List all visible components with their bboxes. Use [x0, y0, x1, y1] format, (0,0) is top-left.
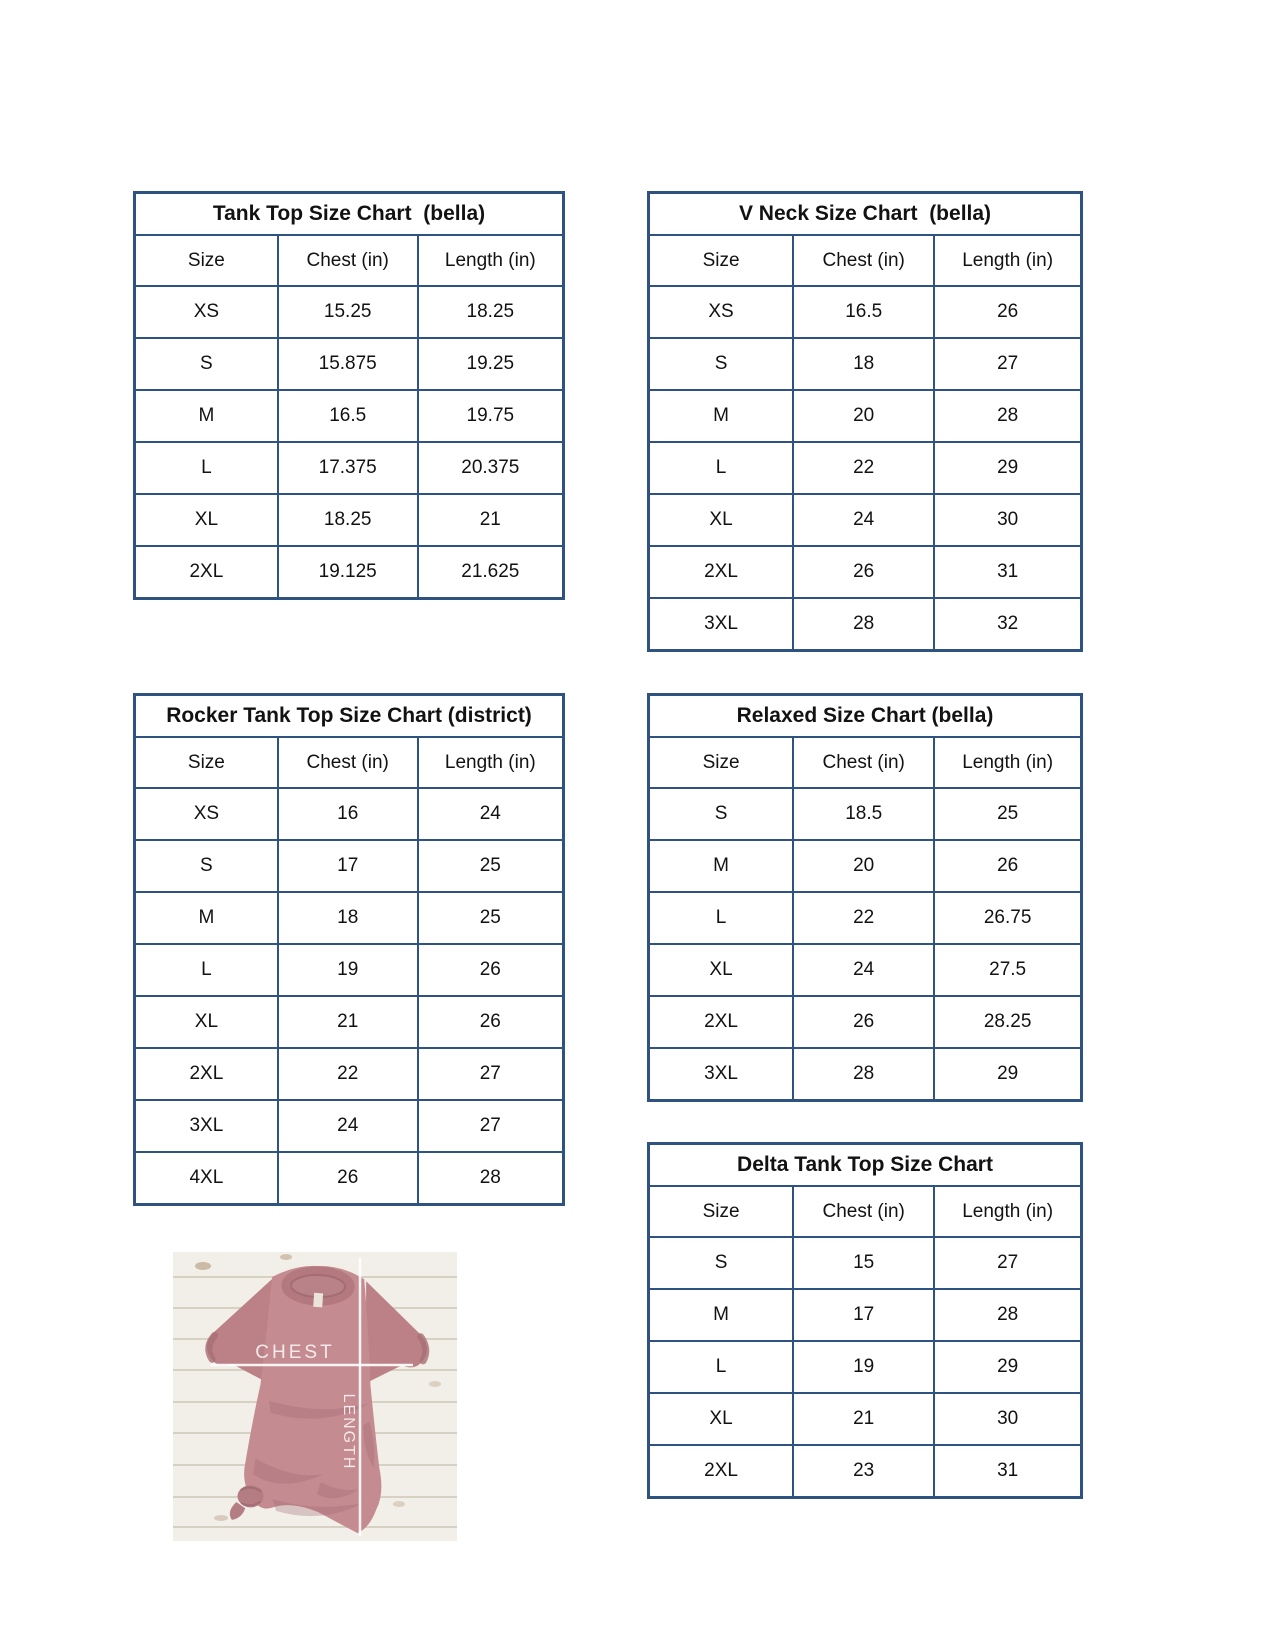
table-cell: 26	[793, 996, 934, 1048]
table-cell: 26	[934, 840, 1081, 892]
table-cell: 28	[934, 1289, 1081, 1341]
table-cell: 18	[278, 892, 418, 944]
column-header: Size	[649, 235, 794, 286]
table-cell: 16.5	[793, 286, 934, 338]
column-header: Chest (in)	[278, 235, 418, 286]
column-header: Length (in)	[934, 1186, 1081, 1237]
table-header-row	[649, 1186, 1082, 1237]
table-cell: 22	[793, 442, 934, 494]
table-row	[649, 1445, 1082, 1498]
table-cell: 31	[934, 1445, 1081, 1498]
table-cell: 26.75	[934, 892, 1081, 944]
table-cell: XS	[135, 286, 278, 338]
table-cell: XL	[135, 494, 278, 546]
table-row	[649, 598, 1082, 651]
delta-tank-top-size-chart-table	[647, 1142, 1083, 1499]
table-cell: 24	[793, 494, 934, 546]
table-title: Delta Tank Top Size Chart	[649, 1144, 1082, 1187]
table-row	[649, 1341, 1082, 1393]
table-cell: 29	[934, 442, 1081, 494]
column-header: Chest (in)	[278, 737, 418, 788]
table-cell: XS	[135, 788, 278, 840]
table-cell: 15.25	[278, 286, 418, 338]
column-header: Length (in)	[418, 235, 564, 286]
table-cell: 27	[934, 338, 1081, 390]
table-cell: XS	[649, 286, 794, 338]
table-cell: 29	[934, 1048, 1081, 1101]
table-title: V Neck Size Chart (bella)	[649, 193, 1082, 236]
table-cell: 21	[418, 494, 564, 546]
table-cell: L	[649, 892, 794, 944]
table-cell: 23	[793, 1445, 934, 1498]
table-title-row	[135, 193, 564, 236]
table-cell: 15.875	[278, 338, 418, 390]
v-neck-size-chart-table	[647, 191, 1083, 652]
table-row	[649, 442, 1082, 494]
table-row	[135, 788, 564, 840]
table-header-row	[135, 737, 564, 788]
table-cell: 20	[793, 840, 934, 892]
table-row	[649, 494, 1082, 546]
table-cell: 27	[418, 1100, 564, 1152]
table-cell: 22	[793, 892, 934, 944]
column-header: Size	[135, 235, 278, 286]
table-cell: 18	[793, 338, 934, 390]
table-header-row	[649, 235, 1082, 286]
table-cell: L	[135, 442, 278, 494]
table-cell: 26	[278, 1152, 418, 1205]
table-cell: 2XL	[135, 546, 278, 599]
table-cell: 27	[934, 1237, 1081, 1289]
chest-label: CHEST	[255, 1342, 335, 1363]
table-cell: 16.5	[278, 390, 418, 442]
table-row	[135, 1152, 564, 1205]
table-cell: M	[135, 390, 278, 442]
table-row	[649, 338, 1082, 390]
column-header: Chest (in)	[793, 235, 934, 286]
table-row	[135, 442, 564, 494]
table-cell: 2XL	[135, 1048, 278, 1100]
table-row	[135, 944, 564, 996]
table-cell: 2XL	[649, 1445, 794, 1498]
table-title: Rocker Tank Top Size Chart (district)	[135, 695, 564, 738]
table-row	[135, 840, 564, 892]
table-cell: S	[649, 788, 794, 840]
table-row	[649, 1048, 1082, 1101]
table-title-row	[649, 193, 1082, 236]
table-cell: L	[135, 944, 278, 996]
table-cell: 28	[934, 390, 1081, 442]
table-cell: S	[135, 840, 278, 892]
table-cell: XL	[649, 494, 794, 546]
table-cell: 3XL	[135, 1100, 278, 1152]
table-row	[649, 1289, 1082, 1341]
column-header: Chest (in)	[793, 737, 934, 788]
table-header-row	[649, 737, 1082, 788]
table-title-row	[649, 695, 1082, 738]
table-cell: 28	[793, 1048, 934, 1101]
table-row	[649, 996, 1082, 1048]
table-title-row	[135, 695, 564, 738]
table-cell: 31	[934, 546, 1081, 598]
size-guide-photo	[173, 1252, 457, 1541]
column-header: Size	[649, 1186, 794, 1237]
table-cell: 28	[793, 598, 934, 651]
table-row	[649, 1237, 1082, 1289]
table-cell: 2XL	[649, 546, 794, 598]
table-row	[649, 788, 1082, 840]
table-row	[135, 1100, 564, 1152]
table-cell: 19.25	[418, 338, 564, 390]
table-cell: 27.5	[934, 944, 1081, 996]
column-header: Length (in)	[934, 235, 1081, 286]
table-cell: 4XL	[135, 1152, 278, 1205]
table-cell: 24	[278, 1100, 418, 1152]
column-header: Size	[649, 737, 794, 788]
table-row	[135, 286, 564, 338]
table-cell: 22	[278, 1048, 418, 1100]
table-row	[649, 1393, 1082, 1445]
table-row	[135, 1048, 564, 1100]
table-cell: 28	[418, 1152, 564, 1205]
table-cell: 19	[793, 1341, 934, 1393]
table-row	[649, 286, 1082, 338]
table-cell: 30	[934, 1393, 1081, 1445]
table-cell: M	[135, 892, 278, 944]
table-row	[649, 840, 1082, 892]
table-cell: 17.375	[278, 442, 418, 494]
column-header: Chest (in)	[793, 1186, 934, 1237]
table-cell: 19	[278, 944, 418, 996]
table-row	[649, 944, 1082, 996]
tshirt-measurement-graphic	[173, 1252, 457, 1541]
table-row	[649, 892, 1082, 944]
table-cell: 3XL	[649, 598, 794, 651]
collar-tag	[313, 1293, 323, 1308]
table-cell: 18.5	[793, 788, 934, 840]
table-cell: 28.25	[934, 996, 1081, 1048]
relaxed-size-chart-table	[647, 693, 1083, 1102]
table-cell: L	[649, 1341, 794, 1393]
table-row	[135, 494, 564, 546]
table-cell: M	[649, 1289, 794, 1341]
table-cell: 26	[793, 546, 934, 598]
column-header: Length (in)	[418, 737, 564, 788]
table-cell: 25	[418, 892, 564, 944]
table-cell: 2XL	[649, 996, 794, 1048]
table-cell: 20	[793, 390, 934, 442]
table-cell: XL	[649, 944, 794, 996]
table-cell: S	[649, 1237, 794, 1289]
table-cell: 3XL	[649, 1048, 794, 1101]
table-cell: 17	[793, 1289, 934, 1341]
table-cell: 20.375	[418, 442, 564, 494]
rocker-tank-top-size-chart-table	[133, 693, 565, 1206]
table-cell: XL	[135, 996, 278, 1048]
table-cell: 29	[934, 1341, 1081, 1393]
table-cell: 21	[793, 1393, 934, 1445]
table-cell: 26	[418, 996, 564, 1048]
table-cell: 24	[793, 944, 934, 996]
table-header-row	[135, 235, 564, 286]
table-cell: 30	[934, 494, 1081, 546]
table-cell: L	[649, 442, 794, 494]
table-row	[649, 546, 1082, 598]
table-cell: 21.625	[418, 546, 564, 599]
table-cell: XL	[649, 1393, 794, 1445]
table-cell: 18.25	[278, 494, 418, 546]
table-cell: 26	[934, 286, 1081, 338]
column-header: Size	[135, 737, 278, 788]
table-cell: S	[135, 338, 278, 390]
length-label: LENGTH	[340, 1393, 357, 1471]
table-cell: 15	[793, 1237, 934, 1289]
table-row	[649, 390, 1082, 442]
table-cell: 32	[934, 598, 1081, 651]
table-cell: 19.125	[278, 546, 418, 599]
table-row	[135, 390, 564, 442]
table-row	[135, 996, 564, 1048]
table-cell: 19.75	[418, 390, 564, 442]
table-cell: S	[649, 338, 794, 390]
table-cell: 27	[418, 1048, 564, 1100]
tank-top-size-chart-table	[133, 191, 565, 600]
table-cell: 26	[418, 944, 564, 996]
table-title: Relaxed Size Chart (bella)	[649, 695, 1082, 738]
table-cell: M	[649, 390, 794, 442]
table-row	[135, 546, 564, 599]
table-cell: 25	[934, 788, 1081, 840]
column-header: Length (in)	[934, 737, 1081, 788]
table-title: Tank Top Size Chart (bella)	[135, 193, 564, 236]
table-row	[135, 892, 564, 944]
table-title-row	[649, 1144, 1082, 1187]
table-cell: 16	[278, 788, 418, 840]
table-cell: 25	[418, 840, 564, 892]
table-cell: 21	[278, 996, 418, 1048]
table-cell: 18.25	[418, 286, 564, 338]
table-cell: 17	[278, 840, 418, 892]
table-cell: M	[649, 840, 794, 892]
table-cell: 24	[418, 788, 564, 840]
table-row	[135, 338, 564, 390]
